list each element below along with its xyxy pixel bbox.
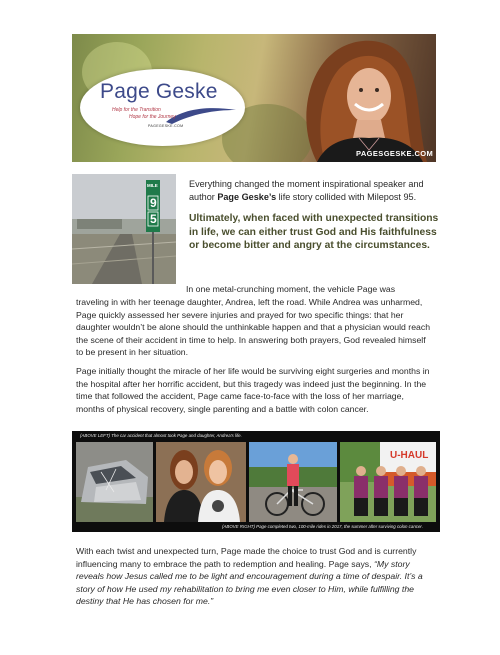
intro-text-after: life story collided with Milepost 95. [276,191,417,202]
logo-name: Page Geske [100,80,218,103]
caption-bottom: (ABOVE RIGHT) Page completed two, 100-mile rides in 2017, the summer after surviving colon cancer. [222,524,423,529]
sign-digit: 5 [150,212,157,226]
logo-tagline: Help for the Transition [112,107,161,113]
milepost-photo [72,174,176,284]
paragraph-1: traveling in with her teenage daughter, Andrea, left the road. While Andrea was unharmed, Page quickly assessed her severe injuries and prayed for two specific things: that her daughter wouldn’t be alone should the unthinkable happen and that a physician would reach the scene of their accident in time to help. In answering both prayers, God revealed himself to be present in her situation. [76,297,431,358]
caption-top: (ABOVE LEFT) The car accident that almost took Page and daughter, Andrea’s life. [80,433,242,438]
photo-strip [72,431,440,532]
paragraph-1-start: In one metal-crunching moment, the vehicle Page was [186,284,396,294]
intro-paragraph [189,178,439,203]
sign-top: MILE [147,183,158,188]
mother-daughter-photo [156,442,246,522]
truck-sign: U-HAUL [390,450,429,461]
logo-tagline: Hope for the Journey [129,114,176,120]
intro-text-before: Everything changed the moment inspirational speaker and author [189,179,424,202]
riders-group-photo [340,442,436,522]
portrait-photo [277,34,436,162]
header-banner [72,34,436,162]
closing-text: With each twist and unexpected turn, Page made the choice to trust God and is currently influencing many to embrace the path to redemption and healing. Page says, [76,546,417,569]
closing-paragraph [76,545,436,608]
sign-digit: 9 [150,196,157,210]
pull-quote: Ultimately, when faced with unexpected transitions in life, we can either trust God and His faithfulness or become bitter and angry at the circumstances. [189,213,439,252]
paragraph-2: Page initially thought the miracle of her life would be surviving eight surgeries and months in the hospital after her horrific accident, but this tragedy was indeed just the beginning. In the time that followed the accident, Page came face-to-face with the loss of her marriage, months of physical recovery, single parenting and a battle with colon cancer. [76,366,430,414]
site-url[interactable]: PAGESGESKE.COM [356,149,434,158]
logo-url: PAGEGESKE.COM [148,124,184,128]
intro-name: Page Geske’s [217,191,277,202]
cyclist-photo [249,442,337,522]
crashed-car-photo [76,442,153,522]
closing-quote: “My story reveals how Jesus called me to be light and encouragement during a time of despair. It’s a story of how He used my rehabilitation to bring me even closer to Him, while fulfilling the destiny that He has chosen for me.” [76,558,423,607]
